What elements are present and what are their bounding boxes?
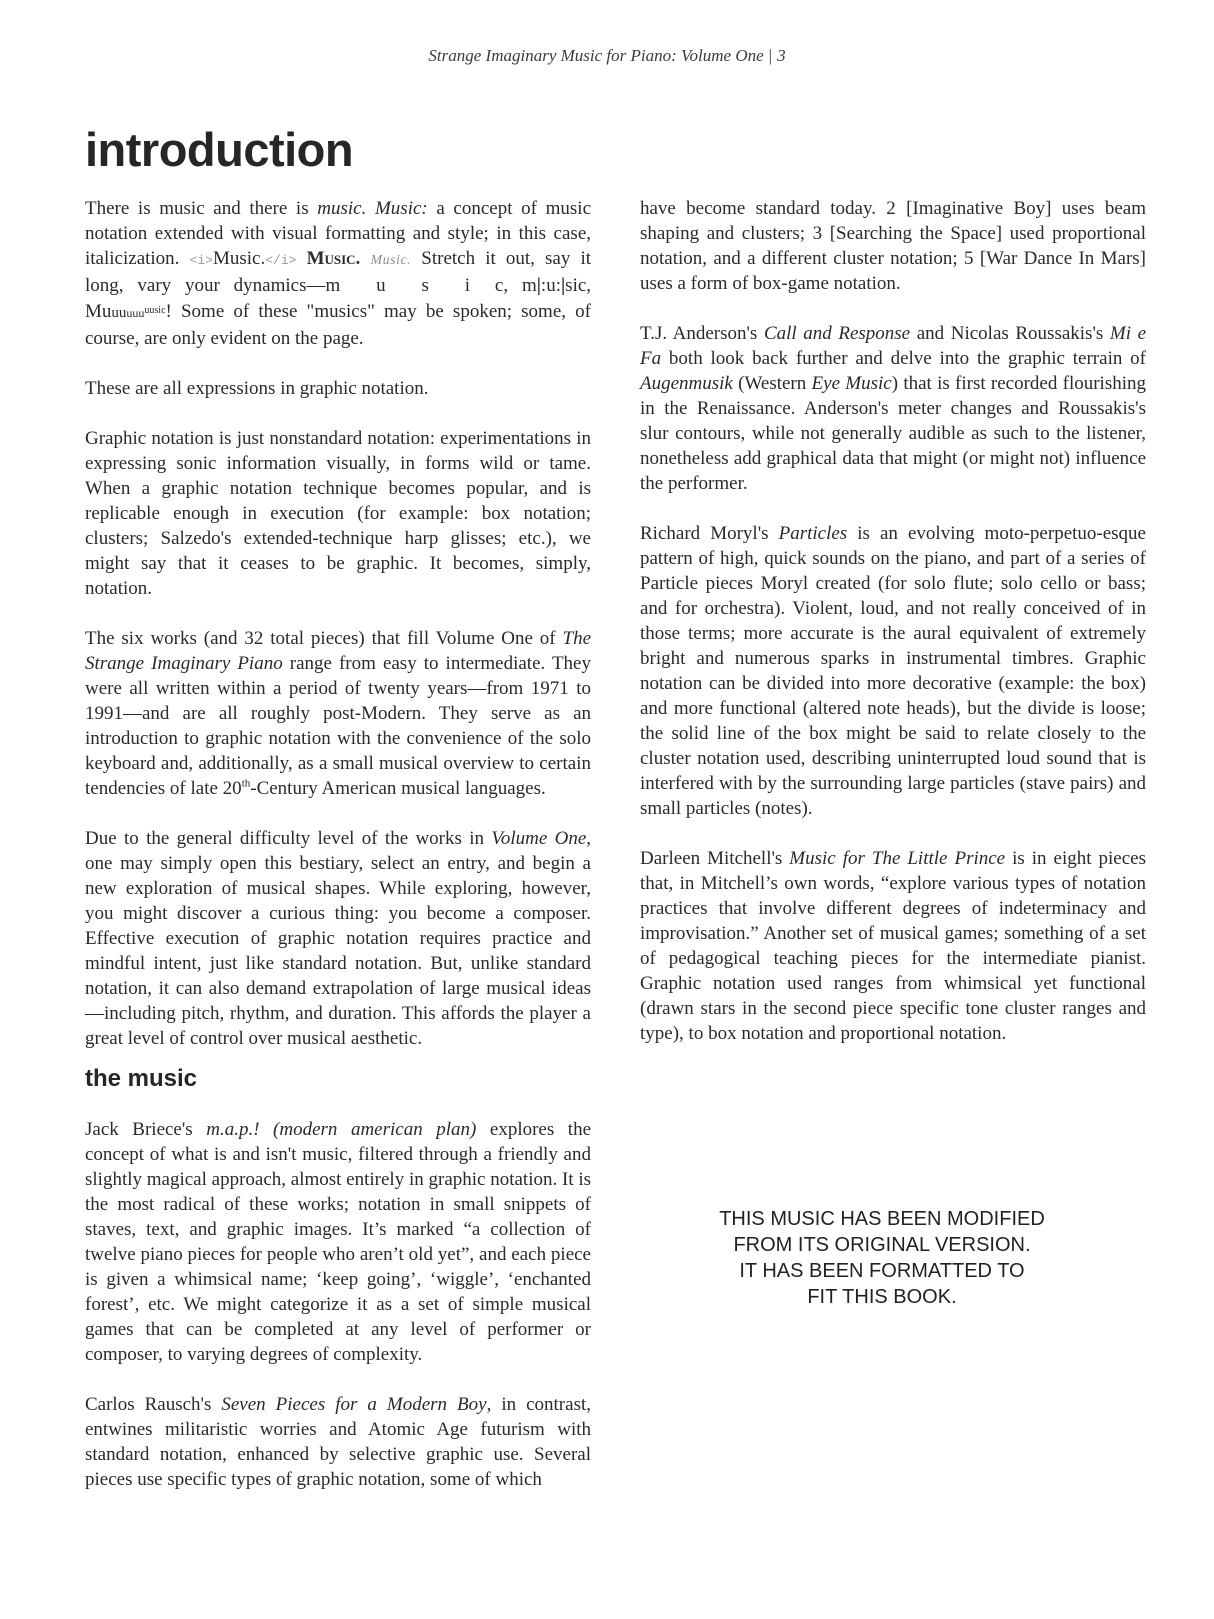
notice-line-3: IT HAS BEEN FORMATTED TO [739, 1260, 1025, 1282]
intro-paragraph-3: Graphic notation is just nonstandard notation: experimentations in expressing sonic information visually, in forms wild or tame. When a graphic notation technique becomes popular, and is replicable enough in execution (for example: box notation; clusters; Salzedo's extended-technique harp glisses; etc.), we might say that it ceases to be graphic. It becomes, simply, notation. [85, 428, 591, 599]
notice-line-2: FROM ITS ORIGINAL VERSION. [733, 1234, 1031, 1256]
spaced-music: m u s i [325, 275, 482, 296]
section-title-the-music: the music [85, 1065, 198, 1092]
music-paragraph-anderson: T.J. Anderson's Call and Response and Nicolas Roussakis's Mi e Fa both look back further and delve into the graphic terrain of Augenmusik (Western Eye Music) that is first recorded flourishing in the Renaissance. Anderson's meter changes and Roussakis's slur contours, while not generally audible as such to the listener, nonetheless add graphical data that might (or might not) influence the performer. [640, 323, 1147, 494]
page-title: introduction [85, 123, 354, 176]
music-paragraph-mitchell: Darleen Mitchell's Music for The Little Prince is in eight pieces that, in Mitchell’s own words, “explore various types of notation practices that involve different degrees of indeterminacy and improvisation.” Another set of musical games; something of a set of pedagogical teaching pieces for the intermediate pianist. Graphic notation used ranges from whimsical yet functional (drawn stars in the second piece specific tone cluster ranges and type), to box notation and proportional notation. [640, 848, 1146, 1044]
music-paragraph-briece: Jack Briece's m.a.p.! (modern american plan) explores the concept of what is and isn't music, filtered through a friendly and slightly magical approach, almost entirely in graphic notation. It is the most radical of these works; notation in small snippets of staves, text, and graphic images. It’s marked “a collection of twelve piano pieces for people who aren’t old yet”, and each piece is given a whimsical name; ‘keep going’, ‘wiggle’, ‘enchanted forest’, etc. We might categorize it as a set of simple musical games that can be completed at any level of performer or composer, to varying degrees of complexity. [85, 1119, 592, 1365]
script-music: Music. [370, 253, 412, 268]
music-paragraph-moryl: Richard Moryl's Particles is an evolving moto-perpetuo-esque pattern of high, quick sounds on the piano, and part of a series of Particle pieces Moryl created (for solo flute; solo cello or bass; and for orchestra). Violent, loud, and not really conceived of in those terms; more accurate is the aural equivalent of extremely bright and numerous sparks in instrumental timbres. Graphic notation can be divided into more decorative (example: the box) and more functional (altered note heads), but the divide is loose; the solid line of the box might be said to relate closely to the cluster notation used, describing uninterrupted loud sound that is interfered with by the surrounding large particles (stave pairs) and small particles (notes). [640, 523, 1146, 819]
left-column [85, 196, 591, 1492]
modification-notice [712, 1206, 1052, 1310]
notice-line-1: THIS MUSIC HAS BEEN MODIFIED [719, 1208, 1045, 1230]
running-header [0, 46, 1214, 66]
intro-paragraph-1: There is music and there is music. Music: a concept of music notation extended with visual formatting and style; in this case, italicization. <i>Music.</i> Music. Music. Stretch it out, say it long, vary your dynamics—m u s i c, m|:u:|sic, Muuuuuu$^{uusic}$! Some of these "musics" may be spoken; some, of course, are only evident on the page. [85, 198, 592, 349]
music-paragraph-rausch-cont: have become standard today. 2 [Imaginative Boy] uses beam shaping and clusters; 3 [Searching the Space] used proportional notation, and a different cluster notation; 5 [War Dance In Mars] uses a form of box-game notation. [640, 198, 1146, 294]
notice-line-4: FIT THIS BOOK. [807, 1286, 957, 1308]
intro-paragraph-2: These are all expressions in graphic notation. [85, 378, 429, 399]
header-separator: | [768, 46, 773, 65]
intro-paragraph-4: The six works (and 32 total pieces) that fill Volume One of The Strange Imaginary Piano range from easy to intermediate. They were all written within a period of twenty years—from 1971 to 1991—and are all roughly post-Modern. They serve as an introduction to graphic notation with the convenience of the solo keyboard and, additionally, as a small musical overview to certain tendencies of late 20th-Century American musical languages. [85, 628, 591, 799]
music-paragraph-rausch: Carlos Rausch's Seven Pieces for a Modern Boy, in contrast, entwines militaristic worries and Atomic Age futurism with standard notation, enhanced by selective graphic use. Several pieces use specific types of graphic notation, some of which [85, 1394, 591, 1490]
right-column [640, 196, 1146, 1046]
book-title: Strange Imaginary Music for Piano: Volume One [428, 46, 764, 65]
intro-paragraph-5: Due to the general difficulty level of the works in Volume One, one may simply open this bestiary, select an entry, and begin a new exploration of musical shapes. While exploring, however, you might discover a curious thing: you become a composer. Effective execution of graphic notation requires practice and mindful intent, just like standard notation. But, unlike standard notation, it can also demand extrapolation of large musical ideas—including pitch, rhythm, and duration. This affords the player a great level of control over musical aesthetic. [85, 828, 592, 1049]
code-open-tag: <i> [189, 253, 213, 268]
page-number: 3 [777, 46, 786, 65]
code-close-tag: </i> [265, 253, 297, 268]
smallcaps-music: Music. [306, 248, 361, 269]
